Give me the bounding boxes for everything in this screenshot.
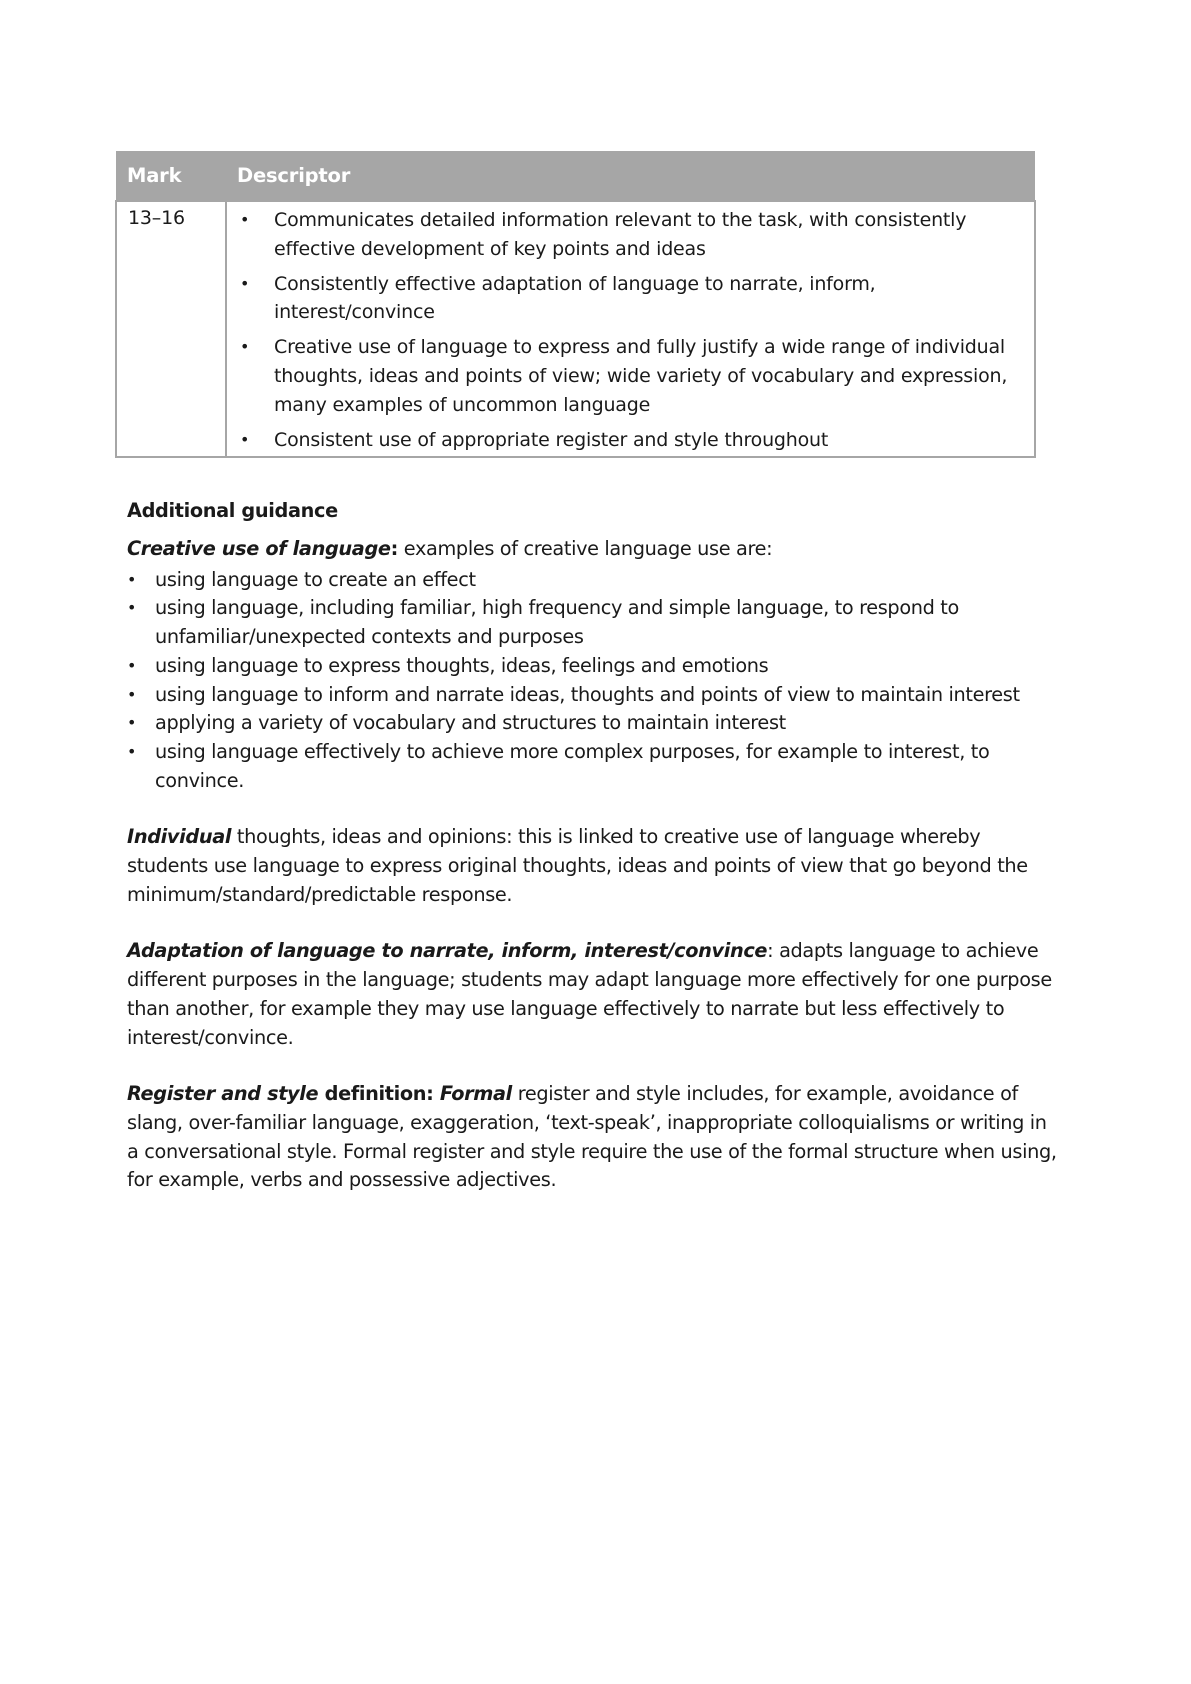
descriptor-text: Communicates detailed information relevant to the task, with consistently effective development of key points and ideas (274, 209, 967, 260)
term-register-style: Register and style (127, 1082, 319, 1106)
term-individual: Individual (127, 825, 232, 849)
list-item (127, 738, 1057, 795)
list-item (127, 594, 1057, 651)
descriptor-text: Consistent use of appropriate register and style throughout (274, 428, 829, 451)
column-header-descriptor: Descriptor (226, 151, 1035, 201)
term-adaptation: Adaptation of language to narrate, inform, interest/convince (127, 939, 768, 963)
adaptation-paragraph (127, 937, 1057, 1052)
list-item (127, 709, 1057, 738)
descriptor-item (227, 206, 1022, 264)
bullet-icon: • (127, 569, 137, 589)
creative-examples-list (127, 566, 1057, 796)
paragraph-text: : adapts language to achieve different purposes in the language; students may adapt language more effectively for one purpose than another, for example they may use language effectively to narrate but less effectively to interest/convince. (127, 939, 1052, 1049)
term-creative-use: Creative use of language (127, 537, 391, 560)
list-item-text: applying a variety of vocabulary and structures to maintain interest (155, 711, 786, 735)
list-item (127, 652, 1057, 681)
mark-scheme-table (115, 151, 1036, 458)
bullet-icon: • (127, 713, 137, 733)
bullet-icon: • (240, 210, 250, 229)
section-heading: Additional guidance (127, 499, 338, 522)
term-formal: Formal (439, 1082, 512, 1106)
additional-guidance-section (127, 497, 1057, 1195)
term-colon: : (390, 537, 399, 560)
mark-range-cell: 13–16 (116, 201, 226, 457)
paragraph-text: thoughts, ideas and opinions: this is linked to creative use of language whereby students use language to express original thoughts, ideas and points of view that go beyond the minimum/standard/predictable response. (127, 825, 1028, 906)
descriptor-text: Consistently effective adaptation of language to narrate, inform, interest/convince (274, 272, 876, 324)
individual-paragraph (127, 823, 1057, 909)
definition-label: definition: (318, 1082, 440, 1106)
list-item-text: using language effectively to achieve more complex purposes, for example to interest, to convince. (155, 739, 990, 792)
descriptor-list (227, 202, 1034, 456)
bullet-icon: • (127, 598, 137, 618)
list-item-text: using language to create an effect (155, 567, 476, 591)
register-paragraph (127, 1080, 1057, 1195)
descriptor-item (227, 426, 1022, 455)
list-item-text: using language to inform and narrate ideas, thoughts and points of view to maintain interest (155, 682, 1020, 706)
paragraph-text: register and style includes, for example, avoidance of slang, over-familiar language, exaggeration, ‘text-speak’, inappropriate colloquialisms or writing in a conversational style. Formal register and style require the use of the formal structure when using, for example, verbs and possessive adjectives. (127, 1082, 1057, 1192)
descriptor-text: Creative use of language to express and fully justify a wide range of individual thoughts, ideas and points of view; wide variety of vocabulary and expression, many examples of uncommon language (274, 336, 1008, 416)
bullet-icon: • (127, 741, 137, 761)
bullet-icon: • (240, 273, 250, 293)
descriptor-cell (226, 201, 1035, 457)
bullet-icon: • (240, 429, 250, 449)
table-row (116, 201, 1035, 457)
list-item (127, 681, 1057, 710)
bullet-icon: • (240, 337, 250, 357)
bullet-icon: • (127, 684, 137, 704)
intro-text: examples of creative language use are: (398, 537, 773, 560)
list-item-text: using language to express thoughts, ideas, feelings and emotions (155, 653, 769, 677)
list-item-text: using language, including familiar, high frequency and simple language, to respond to unfamiliar/unexpected contexts and purposes (155, 596, 959, 649)
descriptor-item (227, 333, 1022, 419)
bullet-icon: • (127, 655, 137, 675)
column-header-mark: Mark (116, 151, 226, 201)
list-item (127, 566, 1057, 595)
creative-language-intro (127, 535, 1057, 564)
table-header-row (116, 151, 1035, 201)
descriptor-item (227, 270, 1022, 328)
